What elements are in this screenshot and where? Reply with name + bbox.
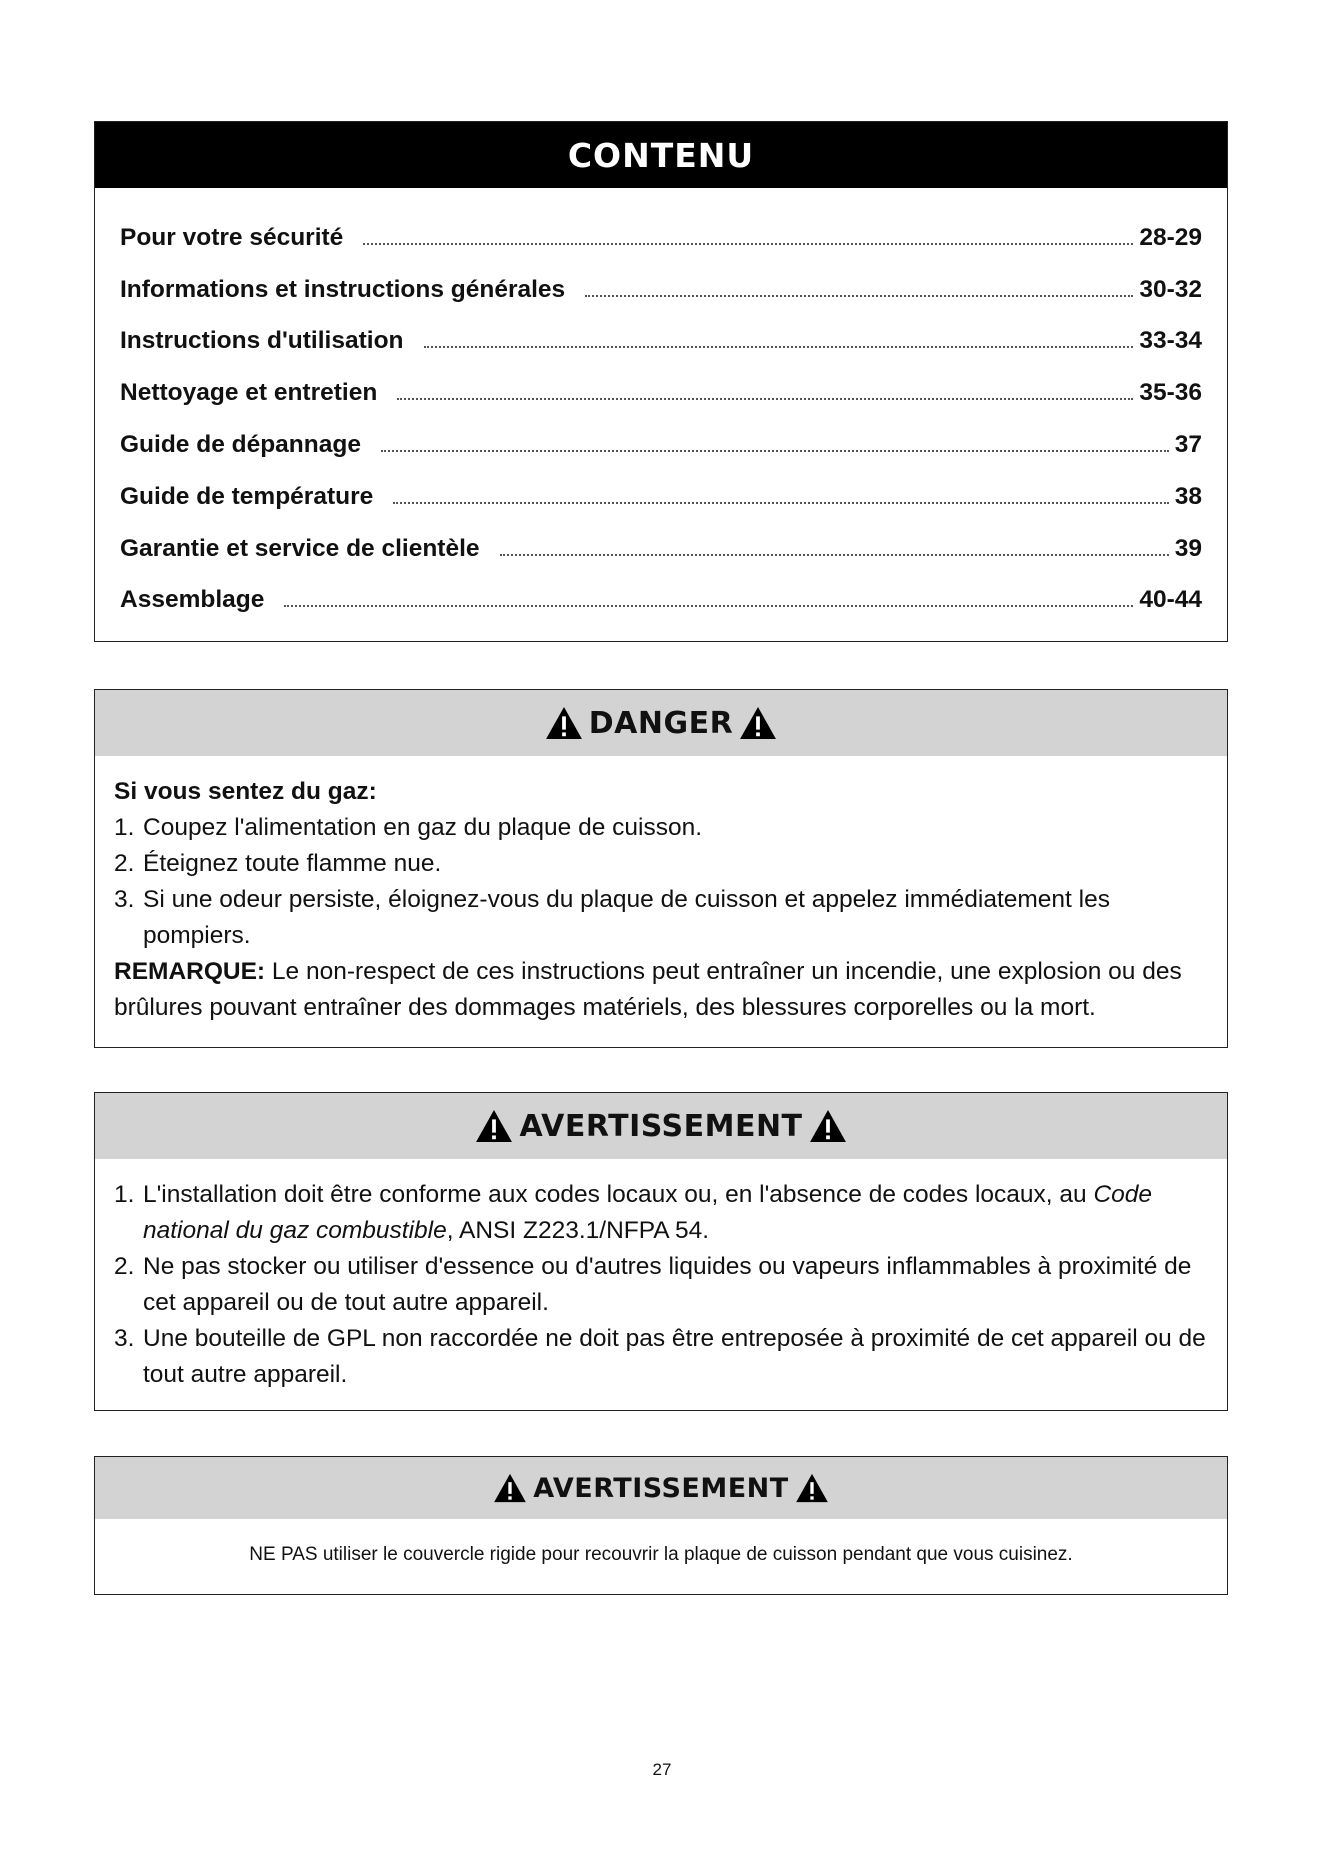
toc-entry-label: Pour votre sécurité bbox=[120, 223, 344, 251]
warning-title: AVERTISSEMENT bbox=[519, 1108, 803, 1144]
list-item bbox=[114, 1321, 1209, 1393]
toc-entry bbox=[120, 367, 1202, 419]
warning-box bbox=[94, 1092, 1228, 1411]
toc-entry-label: Guide de dépannage bbox=[120, 431, 361, 459]
list-item-number: 1. bbox=[114, 814, 135, 841]
warning-box-lid bbox=[94, 1456, 1228, 1595]
list-item bbox=[114, 1249, 1209, 1321]
toc-entry-pages: 39 bbox=[1174, 534, 1202, 562]
list-item-number: 3. bbox=[114, 886, 135, 913]
danger-header bbox=[95, 690, 1227, 756]
toc-leader-dots bbox=[585, 295, 1133, 297]
list-item-text: Éteignez toute flamme nue. bbox=[143, 850, 442, 877]
contents-box bbox=[94, 121, 1228, 642]
warning-body bbox=[95, 1159, 1227, 1393]
list-item bbox=[114, 810, 1209, 846]
toc-entry-pages: 37 bbox=[1174, 431, 1202, 459]
contents-title: CONTENU bbox=[95, 122, 1227, 188]
warning-triangle-icon bbox=[475, 1109, 513, 1143]
toc-entry-pages: 35-36 bbox=[1139, 379, 1202, 407]
page-number: 27 bbox=[652, 1760, 672, 1779]
warning-triangle-icon bbox=[545, 706, 583, 740]
danger-body bbox=[95, 774, 1227, 1026]
list-item bbox=[114, 846, 1209, 882]
toc-entry-pages: 28-29 bbox=[1139, 223, 1202, 251]
danger-steps bbox=[114, 810, 1209, 954]
warning-items bbox=[114, 1177, 1209, 1393]
toc-entry-label: Nettoyage et entretien bbox=[120, 379, 378, 407]
toc-entry-label: Assemblage bbox=[120, 586, 265, 614]
toc-entry bbox=[120, 471, 1202, 523]
list-item-number: 3. bbox=[114, 1325, 135, 1352]
note-label: REMARQUE: bbox=[114, 958, 266, 985]
warning-header bbox=[95, 1093, 1227, 1159]
list-item-text: L'installation doit être conforme aux codes locaux ou, en l'absence de codes locaux, au bbox=[143, 1181, 1094, 1208]
toc-leader-dots bbox=[397, 398, 1133, 400]
danger-box bbox=[94, 689, 1228, 1048]
toc-entry-pages: 38 bbox=[1174, 482, 1202, 510]
warning-title: AVERTISSEMENT bbox=[533, 1472, 789, 1504]
list-item bbox=[114, 882, 1209, 954]
list-item-text: Ne pas stocker ou utiliser d'essence ou d'autres liquides ou vapeurs inflammables à proximité de cet appareil ou de tout autre appareil. bbox=[143, 1253, 1192, 1316]
warning-lid-text: NE PAS utiliser le couvercle rigide pour recouvrir la plaque de cuisson pendant que vous cuisinez. bbox=[249, 1544, 1073, 1565]
toc-leader-dots bbox=[424, 346, 1134, 348]
toc-entry-label: Guide de température bbox=[120, 482, 374, 510]
warning-triangle-icon bbox=[795, 1473, 829, 1503]
list-item-number: 1. bbox=[114, 1181, 135, 1208]
list-item-italic: Code national du gaz combustible bbox=[143, 1181, 1153, 1244]
toc-entry-pages: 33-34 bbox=[1139, 327, 1202, 355]
toc-entry-pages: 30-32 bbox=[1139, 275, 1202, 303]
list-item-text: Une bouteille de GPL non raccordée ne doit pas être entreposée à proximité de cet appareil ou de tout autre appareil. bbox=[143, 1325, 1206, 1388]
toc-leader-dots bbox=[381, 450, 1169, 452]
list-item-text-after: , ANSI Z223.1/NFPA 54. bbox=[446, 1217, 710, 1244]
warning-header bbox=[95, 1457, 1227, 1519]
toc-leader-dots bbox=[363, 243, 1133, 245]
danger-intro: Si vous sentez du gaz: bbox=[114, 778, 377, 805]
toc-entry bbox=[120, 316, 1202, 368]
toc-entry bbox=[120, 575, 1202, 627]
toc-leader-dots bbox=[500, 554, 1169, 556]
list-item-text: Si une odeur persiste, éloignez-vous du plaque de cuisson et appelez immédiatement les pompiers. bbox=[143, 886, 1110, 949]
warning-triangle-icon bbox=[493, 1473, 527, 1503]
warning-triangle-icon bbox=[739, 706, 777, 740]
list-item-text: Coupez l'alimentation en gaz du plaque de cuisson. bbox=[143, 814, 703, 841]
toc-entry bbox=[120, 523, 1202, 575]
toc-entry bbox=[120, 212, 1202, 264]
toc-leader-dots bbox=[284, 605, 1133, 607]
danger-note bbox=[114, 954, 1209, 1026]
toc-entry-label: Garantie et service de clientèle bbox=[120, 534, 480, 562]
list-item bbox=[114, 1177, 1209, 1249]
toc-leader-dots bbox=[393, 502, 1169, 504]
list-item-number: 2. bbox=[114, 850, 135, 877]
list-item-number: 2. bbox=[114, 1253, 135, 1280]
contents-list bbox=[95, 212, 1227, 626]
toc-entry-label: Informations et instructions générales bbox=[120, 275, 566, 303]
toc-entry bbox=[120, 264, 1202, 316]
toc-entry-label: Instructions d'utilisation bbox=[120, 327, 404, 355]
toc-entry bbox=[120, 419, 1202, 471]
toc-entry-pages: 40-44 bbox=[1139, 586, 1202, 614]
danger-title: DANGER bbox=[588, 705, 734, 741]
warning-triangle-icon bbox=[809, 1109, 847, 1143]
note-text: Le non-respect de ces instructions peut entraîner un incendie, une explosion ou des brûlures pouvant entraîner des dommages matériels, des blessures corporelles ou la mort. bbox=[114, 958, 1182, 1021]
